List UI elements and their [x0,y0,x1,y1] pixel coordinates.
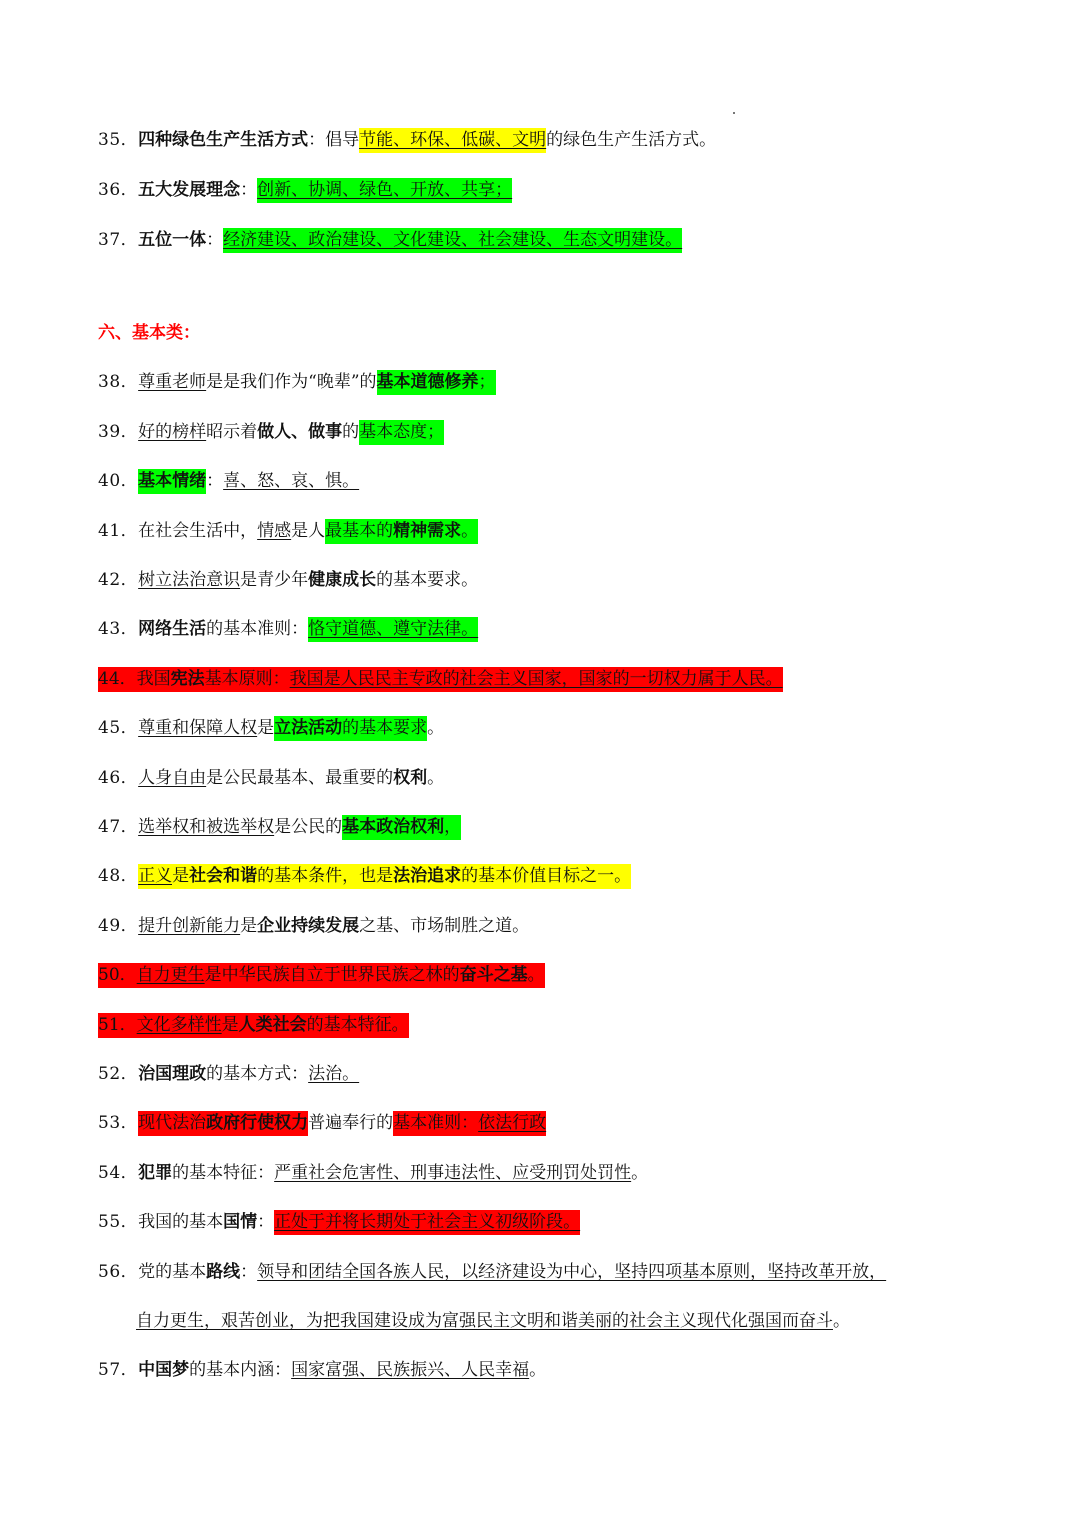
list-item-50 [98,963,1020,987]
text-segment: 48． [98,866,139,886]
text-segment: 路线 [206,1262,241,1282]
text-segment: 文化多样性 [137,1013,222,1038]
text-segment: 45． [98,718,139,738]
text-segment: ， [444,815,461,840]
text-segment: ： [206,230,224,250]
text-segment: 领导和团结全国各族人民，以经济建设为中心，坚持四项基本原则，坚持改革开放， [257,1262,887,1282]
text-segment: 57． [98,1360,139,1380]
text-segment: ； [479,370,496,395]
list-item-53 [98,1111,1020,1135]
text-segment: 的基本要求 [342,716,427,741]
text-segment: 的 [342,422,360,442]
list-item-39 [98,420,1020,444]
text-segment: 节能、环保、低碳、文明 [359,128,546,153]
text-segment: ： [206,471,224,491]
text-segment: 政府行使权力 [206,1111,308,1136]
list-item-36 [98,178,1020,202]
text-segment: 53． [98,1113,139,1133]
text-segment: 基本道德修养 [377,370,479,395]
text-segment: 是 [172,864,189,889]
text-segment: 是 [222,1013,239,1038]
text-segment: 创新、协调、绿色、开放、共享； [257,178,512,203]
text-segment: 中国梦 [138,1360,190,1380]
text-segment: 是青少年 [240,570,309,590]
text-segment: 法治。 [308,1064,360,1084]
text-segment: 恪守道德、遵守法律。 [308,617,478,642]
text-segment: 精神需求 [393,519,461,544]
text-segment: 47． [98,817,139,837]
text-segment: 提升创新能力 [138,916,241,936]
text-segment: 52． [98,1064,139,1084]
text-segment: 的绿色生产生活方式。 [546,130,717,150]
list-item-51 [98,1013,1020,1037]
text-segment: 38． [98,372,139,392]
text-segment: 经济建设、政治建设、文化建设、社会建设、生态文明建设。 [223,228,682,253]
text-segment: 自力更生，艰苦创业，为把我国建设成为富强民主文明和谐美丽的社会主义现代化强国而奋斗 [136,1311,833,1331]
text-segment: 我国的基本 [138,1212,224,1232]
list-item-40 [98,469,1020,493]
list-item-43 [98,617,1020,641]
text-segment: 法治追求 [393,864,461,889]
text-segment: 人类社会 [239,1013,307,1038]
text-segment: 49． [98,916,139,936]
list-item-56b [136,1309,1020,1333]
text-segment: 是 [257,718,275,738]
list-item-44 [98,667,1020,691]
text-segment: 。 [631,1163,649,1183]
text-segment: 是是我们作为“晚辈”的 [206,372,377,392]
text-segment: 四种绿色生产生活方式 [138,130,309,150]
text-segment: 我国是人民民主专政的社会主义国家，国家的一切权力属于人民。 [290,667,783,692]
text-segment: 树立法治意识 [138,570,241,590]
text-segment: 的基本条件，也是 [257,864,393,889]
list-item-47 [98,815,1020,839]
text-segment: 。 [833,1311,850,1331]
text-segment: 。 [529,1360,547,1380]
list-item-49 [98,914,1020,938]
text-segment: 是人 [291,521,326,541]
text-segment: 是中华民族自立于世界民族之林的 [205,963,460,988]
text-segment: ： [257,1212,275,1232]
text-segment: 。 [427,718,445,738]
list-item-46 [98,766,1020,790]
text-segment: 六、基本类： [98,323,200,343]
list-item-56 [98,1260,1020,1284]
text-segment: 立法活动 [274,716,342,741]
text-segment: 40． [98,471,139,491]
text-segment: 的基本特征： [172,1163,275,1183]
list-item-48 [98,864,1020,888]
text-segment: ： [240,180,258,200]
list-item-35 [98,128,1020,152]
text-segment: 尊重和保障人权 [138,718,258,738]
text-segment: 五位一体 [138,230,207,250]
text-segment: 基本准则： [393,1111,478,1136]
text-segment: 41． [98,521,139,541]
text-segment: 是公民的 [274,817,343,837]
list-item-41 [98,519,1020,543]
text-segment: 基本态度； [359,420,444,445]
text-segment: 。 [461,519,478,544]
text-segment: 网络生活 [138,619,207,639]
text-segment: 42． [98,570,139,590]
text-segment: 37． [98,230,139,250]
text-segment: 好的榜样 [138,422,207,442]
text-segment: 权利 [393,768,428,788]
text-segment: ： [240,1262,258,1282]
text-segment: 严重社会危害性、刑事违法性、应受刑罚处罚性 [274,1163,632,1183]
text-segment: 社会和谐 [189,864,257,889]
text-segment: ：倡导 [308,130,360,150]
text-segment: 35． [98,130,139,150]
text-segment: 。 [427,768,445,788]
text-segment: 是公民最基本、最重要的 [206,768,394,788]
list-item-57 [98,1358,1020,1382]
text-segment: 企业持续发展 [257,916,360,936]
text-segment: 最基本的 [325,519,393,544]
text-segment: 正义 [138,864,172,889]
text-segment: 五大发展理念 [138,180,241,200]
text-segment: 44．我国 [98,667,171,692]
text-segment: 36． [98,180,139,200]
section-heading [98,321,1020,345]
text-segment: 普遍奉行的 [308,1113,394,1133]
list-item-42 [98,568,1020,592]
text-segment: 基本情绪 [138,469,206,494]
text-segment: 55． [98,1212,139,1232]
text-segment: 50． [98,963,137,988]
text-segment: 。 [528,963,545,988]
text-segment: 之基、市场制胜之道。 [359,916,530,936]
stray-dot [733,112,735,114]
text-segment: 43． [98,619,139,639]
text-segment: 的基本要求。 [376,570,479,590]
list-item-52 [98,1062,1020,1086]
text-segment: 54． [98,1163,139,1183]
text-segment: 的基本内涵： [189,1360,292,1380]
text-segment: 在社会生活中， [138,521,258,541]
list-item-38 [98,370,1020,394]
text-segment: 的基本准则： [206,619,309,639]
text-segment: 46． [98,768,139,788]
text-segment: 犯罪 [138,1163,173,1183]
text-segment: 国情 [223,1212,258,1232]
text-segment: 依法行政 [478,1111,546,1136]
text-segment: 51． [98,1013,137,1038]
text-segment: 的基本方式： [206,1064,309,1084]
text-segment: 现代法治 [138,1111,206,1136]
text-segment: 正处于并将长期处于社会主义初级阶段。 [274,1210,580,1235]
list-item-55 [98,1210,1020,1234]
text-segment: 56． [98,1262,139,1282]
text-segment: 基本原则： [205,667,290,692]
text-segment: 喜、怒、哀、惧。 [223,471,360,491]
text-segment: 是 [240,916,258,936]
text-segment: 党的基本 [138,1262,207,1282]
text-segment: 宪法 [171,667,205,692]
text-segment: 自力更生 [137,963,205,988]
text-segment: 昭示着 [206,422,258,442]
text-segment: 治国理政 [138,1064,207,1084]
list-item-54 [98,1161,1020,1185]
text-segment: 做人、做事 [257,422,343,442]
text-segment: 的基本特征。 [307,1013,409,1038]
text-segment: 基本政治权利 [342,815,444,840]
text-segment: 选举权和被选举权 [138,817,275,837]
list-item-37 [98,228,1020,252]
text-segment: 国家富强、民族振兴、人民幸福 [291,1360,530,1380]
text-segment: 情感 [257,521,292,541]
text-segment: 健康成长 [308,570,377,590]
list-item-45 [98,716,1020,740]
text-segment: 人身自由 [138,768,207,788]
text-segment: 39． [98,422,139,442]
text-segment: 奋斗之基 [460,963,528,988]
text-segment: 尊重老师 [138,372,207,392]
text-segment: 的基本价值目标之一。 [461,864,631,889]
